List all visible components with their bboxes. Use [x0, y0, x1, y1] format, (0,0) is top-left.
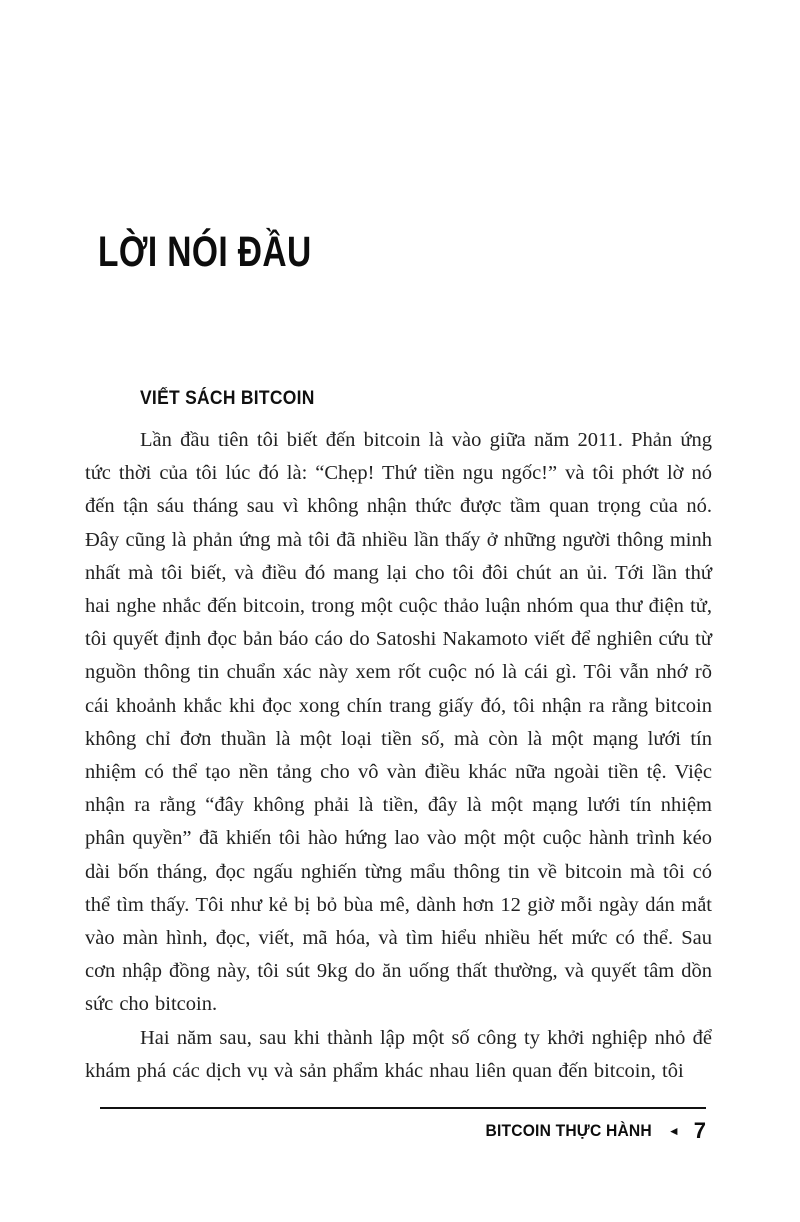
- body-text: [85, 424, 712, 1088]
- page-footer: [471, 1120, 706, 1142]
- paragraph: Hai năm sau, sau khi thành lập một số công ty khởi nghiệp nhỏ để khám phá các dịch vụ và sản phẩm khác nhau liên quan đến bitcoin, tôi: [85, 1026, 712, 1082]
- section-heading: VIẾT SÁCH BITCOIN: [140, 388, 315, 409]
- footer-divider: [100, 1107, 706, 1109]
- paragraph: Lần đầu tiên tôi biết đến bitcoin là vào giữa năm 2011. Phản ứng tức thời của tôi lúc đó là: “Chẹp! Thứ tiền ngu ngốc!” và tôi phớt lờ nó đến tận sáu tháng sau vì không nhận thức được tầm quan trọng của nó. Đây cũng là phản ứng mà tôi đã nhiều lần thấy ở những người thông minh nhất mà tôi biết, và điều đó mang lại cho tôi đôi chút an ủi. Tới lần thứ hai nghe nhắc đến bitcoin, trong một cuộc thảo luận nhóm qua thư điện tử, tôi quyết định đọc bản báo cáo do Satoshi Nakamoto viết để nghiên cứu từ nguồn thông tin chuẩn xác này xem rốt cuộc nó là cái gì. Tôi vẫn nhớ rõ cái khoảnh khắc khi đọc xong chín trang giấy đó, tôi nhận ra rằng bitcoin không chỉ đơn thuần là một loại tiền số, mà còn là một mạng lưới tín nhiệm có thể tạo nền tảng cho vô vàn điều khác nữa ngoài tiền tệ. Việc nhận ra rằng “đây không phải là tiền, đây là một mạng lưới tín nhiệm phân quyền” đã khiến tôi hào hứng lao vào một một cuộc hành trình kéo dài bốn tháng, đọc ngấu nghiến từng mẩu thông tin về bitcoin mà tôi có thể tìm thấy. Tôi như kẻ bị bỏ bùa mê, dành hơn 12 giờ mỗi ngày dán mắt vào màn hình, đọc, viết, mã hóa, và tìm hiểu nhiều hết mức có thể. Sau cơn nhập đồng này, tôi sút 9kg do ăn uống thất thường, và quyết tâm dồn sức cho bitcoin.: [85, 429, 712, 1016]
- footer-book-title: BITCOIN THỰC HÀNH: [485, 1121, 652, 1140]
- chapter-title: LỜI NÓI ĐẦU: [98, 228, 312, 276]
- left-triangle-icon: ◄: [667, 1124, 680, 1138]
- footer-page-number: 7: [693, 1118, 706, 1143]
